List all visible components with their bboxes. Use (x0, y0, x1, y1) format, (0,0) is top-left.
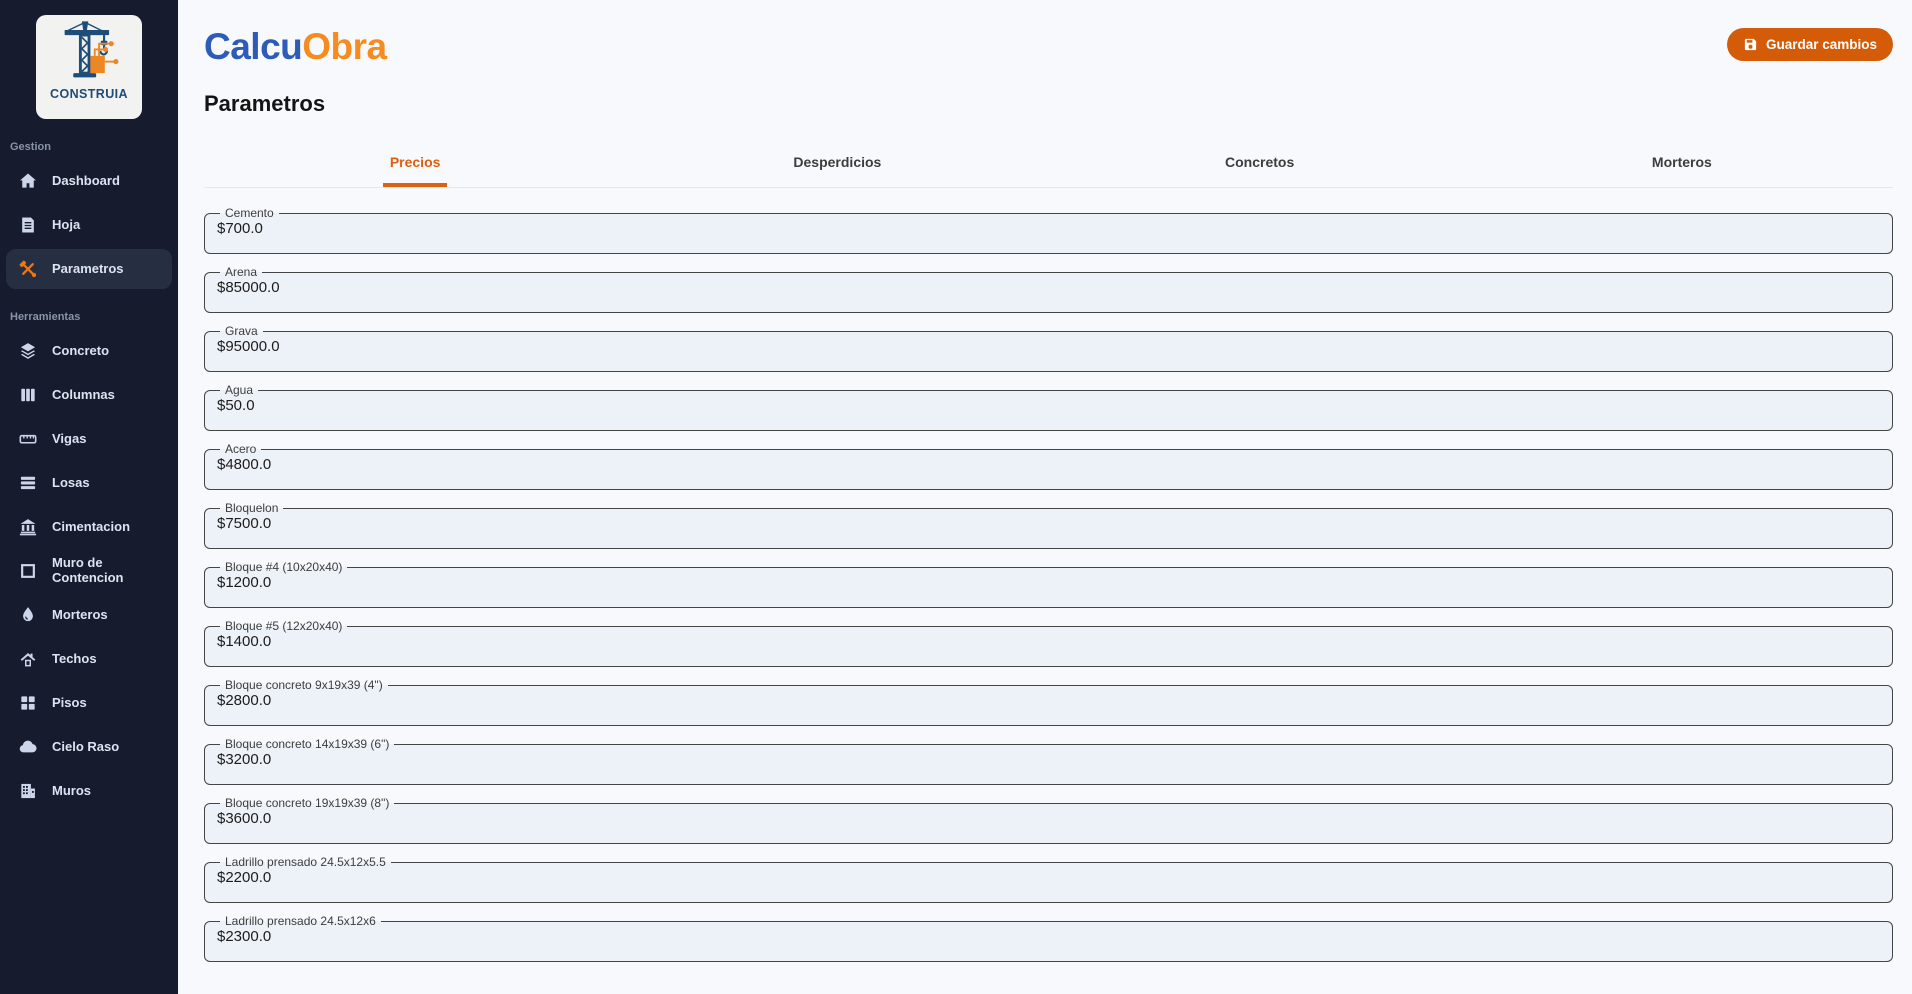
save-button-label: Guardar cambios (1765, 37, 1877, 52)
price-field (204, 619, 1893, 667)
field-label: Bloque concreto 9x19x39 (4") (225, 678, 383, 692)
tab-concretos[interactable] (1049, 143, 1471, 187)
sidebar-item-pisos[interactable] (6, 683, 172, 723)
page-title: Parametros (204, 91, 326, 116)
field-label: Ladrillo prensado 24.5x12x6 (225, 914, 376, 928)
sidebar-item-label: Techos (52, 650, 97, 666)
tab-label: Desperdicios (793, 154, 882, 170)
price-field (204, 324, 1893, 372)
sidebar-item-muro-de-contencion[interactable] (6, 551, 172, 591)
tab-label: Concretos (1225, 154, 1295, 170)
price-field (204, 501, 1893, 549)
square-icon (18, 561, 38, 581)
sidebar-item-muros[interactable] (6, 771, 172, 811)
tab-label: Morteros (1651, 154, 1712, 170)
logo-text: CONSTRUIA (50, 87, 128, 101)
sidebar-item-dashboard[interactable] (6, 161, 172, 201)
price-field (204, 855, 1893, 903)
building-icon (18, 781, 38, 801)
field-label: Cemento (225, 206, 274, 220)
layers-icon (18, 341, 38, 361)
tab-label: Precios (383, 154, 448, 187)
field-label: Bloque #4 (10x20x40) (225, 560, 343, 574)
columns-icon (18, 385, 38, 405)
main-content (178, 0, 1912, 994)
sidebar-item-label: Dashboard (52, 172, 120, 188)
price-form (204, 206, 1893, 962)
price-input[interactable] (215, 279, 1882, 303)
price-input[interactable] (215, 574, 1882, 598)
sidebar-item-label: Muros (52, 782, 91, 798)
price-input[interactable] (215, 633, 1882, 657)
price-field (204, 914, 1893, 962)
sidebar-item-label: Hoja (52, 216, 81, 232)
price-field (204, 383, 1893, 431)
sidebar-item-label: Parametros (52, 260, 124, 276)
price-input[interactable] (215, 515, 1882, 539)
rows-icon (18, 473, 38, 493)
sidebar-item-parametros[interactable] (6, 249, 172, 289)
sidebar-item-columnas[interactable] (6, 375, 172, 415)
sheet-icon (18, 215, 38, 235)
save-icon (1743, 37, 1758, 52)
nav-section-label: Gestion (10, 141, 51, 153)
tools-icon (18, 259, 38, 279)
brand-primary: Calcu (204, 26, 303, 67)
sidebar-item-label: Losas (52, 474, 90, 490)
sidebar-item-concreto[interactable] (6, 331, 172, 371)
tab-desperdicios[interactable] (626, 143, 1048, 187)
field-label: Bloque #5 (12x20x40) (225, 619, 343, 633)
sidebar-item-label: Pisos (52, 694, 87, 710)
tab-precios[interactable] (204, 143, 626, 187)
field-label: Grava (225, 324, 258, 338)
save-button[interactable] (1727, 28, 1893, 61)
price-input[interactable] (215, 338, 1882, 362)
sidebar-nav (0, 141, 178, 811)
sidebar-item-morteros[interactable] (6, 595, 172, 635)
price-field (204, 678, 1893, 726)
price-input[interactable] (215, 220, 1882, 244)
roof-icon (18, 649, 38, 669)
brand-secondary: Obra (302, 26, 387, 67)
price-input[interactable] (215, 751, 1882, 775)
price-field (204, 737, 1893, 785)
sidebar-item-techos[interactable] (6, 639, 172, 679)
field-label: Ladrillo prensado 24.5x12x5.5 (225, 855, 386, 869)
sidebar-item-losas[interactable] (6, 463, 172, 503)
tab-bar (204, 143, 1893, 188)
sidebar-item-label: Morteros (52, 606, 108, 622)
cloud-icon (18, 737, 38, 757)
field-label: Acero (225, 442, 257, 456)
sidebar-item-label: Vigas (52, 430, 87, 446)
field-label: Bloque concreto 14x19x39 (6") (225, 737, 390, 751)
sidebar-item-cielo-raso[interactable] (6, 727, 172, 767)
sidebar-item-hoja[interactable] (6, 205, 172, 245)
droplet-icon (18, 605, 38, 625)
construia-logo (36, 15, 142, 119)
app-logo (204, 28, 387, 65)
bank-icon (18, 517, 38, 537)
field-label: Agua (225, 383, 254, 397)
tab-morteros[interactable] (1471, 143, 1893, 187)
price-input[interactable] (215, 692, 1882, 716)
price-input[interactable] (215, 456, 1882, 480)
sidebar-item-label: Concreto (52, 342, 110, 358)
price-input[interactable] (215, 928, 1882, 952)
nav-section-label: Herramientas (10, 311, 81, 323)
crane-logo-icon (53, 20, 125, 86)
sidebar (0, 0, 178, 994)
price-field (204, 206, 1893, 254)
price-field (204, 796, 1893, 844)
field-label: Bloque concreto 19x19x39 (8") (225, 796, 390, 810)
price-field (204, 560, 1893, 608)
field-label: Bloquelon (225, 501, 279, 515)
sidebar-item-label: Cielo Raso (52, 738, 120, 754)
sidebar-item-label: Muro de Contencion (52, 555, 124, 585)
sidebar-item-label: Columnas (52, 386, 115, 402)
sidebar-item-label: Cimentacion (52, 518, 131, 534)
home-icon (18, 171, 38, 191)
price-field (204, 442, 1893, 490)
sidebar-item-vigas[interactable] (6, 419, 172, 459)
field-label: Arena (225, 265, 258, 279)
price-input[interactable] (215, 397, 1882, 421)
price-field (204, 265, 1893, 313)
grid-icon (18, 693, 38, 713)
header (204, 0, 1893, 65)
sidebar-item-cimentacion[interactable] (6, 507, 172, 547)
ruler-icon (18, 429, 38, 449)
price-input[interactable] (215, 869, 1882, 893)
price-input[interactable] (215, 810, 1882, 834)
